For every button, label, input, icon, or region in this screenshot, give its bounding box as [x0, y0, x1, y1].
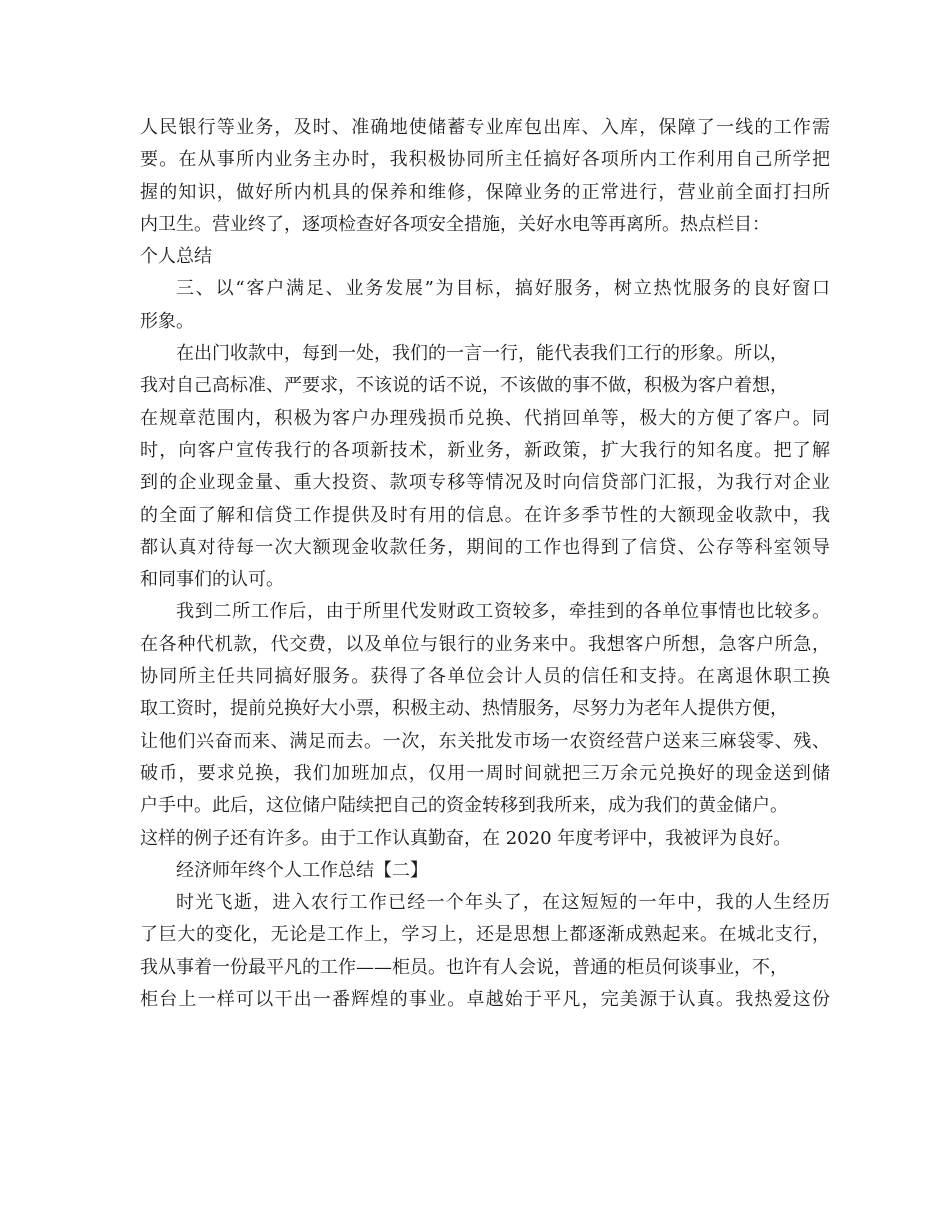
paragraph-line: 我到二所工作后，由于所里代发财政工资较多，牵挂到的各单位事情也比较多。 [176, 601, 830, 623]
paragraph-line: 时，向客户宣传我行的各项新技术，新业务，新政策，扩大我行的知名度。把了解 [140, 439, 830, 461]
paragraph-line: 人民银行等业务，及时、准确地使储蓄专业库包出库、入库，保障了一线的工作需 [140, 117, 830, 138]
paragraph-line: 在各种代机款，代交费，以及单位与银行的业务来中。我想客户所想，急客户所急， [140, 633, 830, 655]
paragraph-line: 的全面了解和信贷工作提供及时有用的信息。在许多季节性的大额现金收款中，我 [140, 504, 830, 526]
paragraph-line: 我从事着一份最平凡的工作——柜员。也许有人会说，普通的柜员何谈事业，不， [140, 956, 788, 978]
paragraph-line: 取工资时，提前兑换好大小票，积极主动、热情服务，尽努力为老年人提供方便， [140, 698, 788, 720]
paragraph-line: 柜台上一样可以干出一番辉煌的事业。卓越始于平凡，完美源于认真。我热爱这份 [140, 989, 830, 1011]
paragraph-line: 和同事们的认可。 [140, 569, 284, 591]
section-heading-line: 三、以“客户满足、业务发展”为目标，搞好服务，树立热忱服务的良好窗口 [176, 278, 830, 300]
paragraph-line: 时光飞逝，进入农行工作已经一个年头了，在这短短的一年中，我的人生经历 [176, 892, 830, 914]
paragraph-line: 个人总结 [140, 246, 212, 268]
paragraph-line: 了巨大的变化，无论是工作上，学习上，还是思想上都逐渐成熟起来。在城北支行， [140, 924, 830, 946]
paragraph-line: 我对自己高标准、严要求，不该说的话不说，不该做的事不做，积极为客户着想， [140, 375, 788, 397]
paragraph-line: 在规章范围内，积极为客户办理残损币兑换、代捎回单等，极大的方便了客户。同 [140, 407, 830, 429]
paragraph-line: 这样的例子还有许多。由于工作认真勤奋，在 2020 年度考评中，我被评为良好。 [140, 827, 792, 849]
section-title: 经济师年终个人工作总结【二】 [176, 859, 428, 881]
paragraph-line: 协同所主任共同搞好服务。获得了各单位会计人员的信任和支持。在离退休职工换 [140, 666, 830, 688]
paragraph-line: 要。在从事所内业务主办时，我积极协同所主任搞好各项所内工作利用自己所学把 [140, 149, 830, 171]
paragraph-line: 到的企业现金量、重大投资、款项专移等情况及时向信贷部门汇报，为我行对企业 [140, 472, 830, 494]
paragraph-line: 内卫生。营业终了，逐项检查好各项安全措施，关好水电等再离所。热点栏目： [140, 213, 770, 235]
paragraph-line: 破币，要求兑换，我们加班加点，仅用一周时间就把三万余元兑换好的现金送到储 [140, 762, 830, 784]
paragraph-line: 在出门收款中，每到一处，我们的一言一行，能代表我们工行的形象。所以， [176, 343, 788, 365]
section-heading-line: 形象。 [140, 310, 194, 332]
paragraph-line: 让他们兴奋而来、满足而去。一次，东关批发市场一农资经营户送来三麻袋零、残、 [140, 730, 830, 752]
paragraph-line: 都认真对待每一次大额现金收款任务，期间的工作也得到了信贷、公存等科室领导 [140, 536, 830, 558]
paragraph-line: 户手中。此后，这位储户陆续把自己的资金转移到我所来，成为我们的黄金储户。 [140, 795, 788, 817]
document-page [140, 112, 830, 1016]
paragraph-line: 握的知识，做好所内机具的保养和维修，保障业务的正常进行，营业前全面打扫所 [140, 181, 830, 203]
